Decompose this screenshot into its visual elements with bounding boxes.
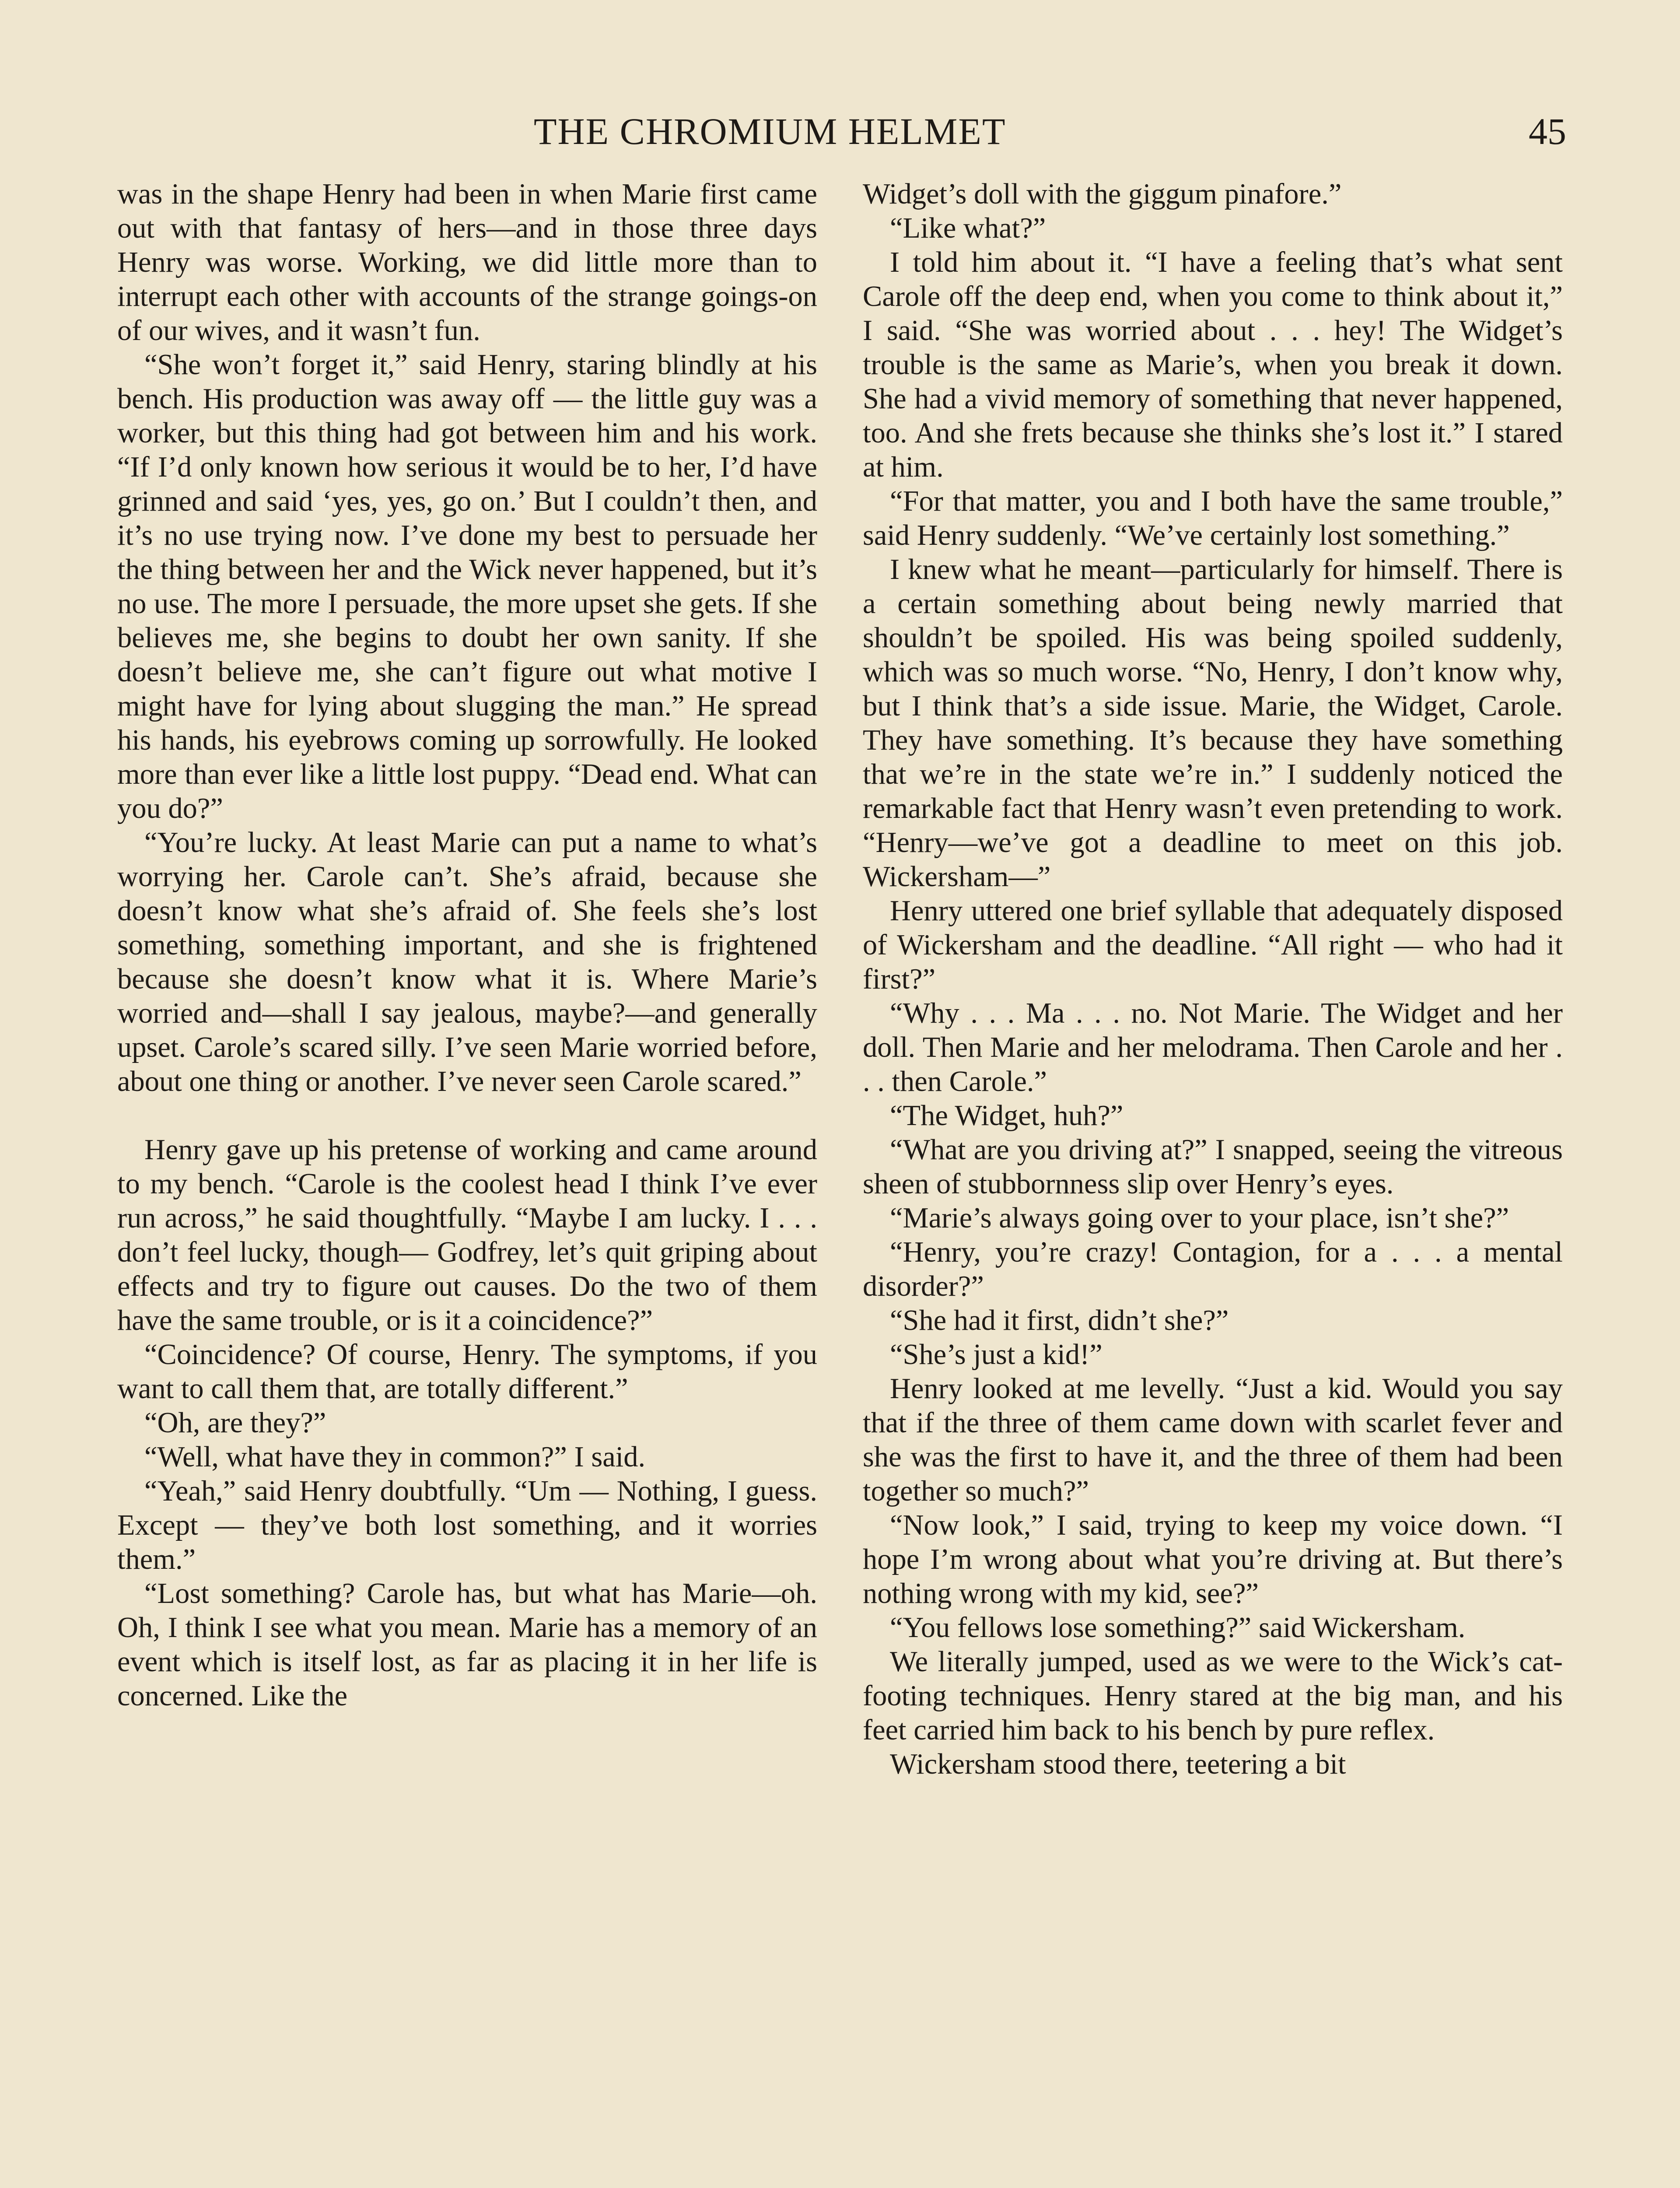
paragraph: “Lost something? Carole has, but what has Marie—oh. Oh, I think I see what you mean. Marie has a memory of an event which is itself lost, as far as placing it in her life is concerned. Like the [117, 1578, 817, 1712]
paragraph: “Oh, are they?” [144, 1407, 326, 1439]
section-break [117, 1099, 817, 1133]
paragraph: I told him about it. “I have a feeling that’s what sent Carole off the deep end, when you come to think about it,” I said. “She was worried about . . . hey! The Widget’s trouble is the same as Marie’s, when you break it down. She had a vivid memory of something that never happened, too. And she frets because she thinks she’s lost it.” I stared at him. [863, 246, 1563, 483]
paragraph: Henry gave up his pretense of working and came around to my bench. “Carole is the coolest head I think I’ve ever run across,” he said thoughtfully. “Maybe I am lucky. I . . . don’t feel lucky, though— Godfrey, let’s quit griping about effects and try to figure out causes. Do the two of them have the same trouble, or is it a coincidence?” [117, 1134, 817, 1336]
right-column [863, 177, 1563, 1781]
paragraph: “You fellows lose something?” said Wickersham. [890, 1612, 1466, 1644]
paragraph: “Coincidence? Of course, Henry. The symptoms, if you want to call them that, are totally different.” [117, 1339, 817, 1405]
page-number: 45 [1529, 110, 1566, 152]
paragraph: “What are you driving at?” I snapped, seeing the vitreous sheen of stubbornness slip over Henry’s eyes. [863, 1134, 1563, 1200]
paragraph: “She’s just a kid!” [890, 1339, 1102, 1371]
paragraph: I knew what he meant—particularly for himself. There is a certain something about being newly married that shouldn’t be spoiled. His was being spoiled suddenly, which was so much worse. “No, Henry, I don’t know why, but I think that’s a side issue. Marie, the Widget, Carole. They have something. It’s because they have something that we’re in the state we’re in.” I suddenly noticed the remarkable fact that Henry wasn’t even pretending to work. “Henry—we’ve got a deadline to meet on this job. Wickersham—” [863, 554, 1563, 893]
paragraph: was in the shape Henry had been in when Marie first came out with that fantasy of hers—and in those three days Henry was worse. Working, we did little more than to interrupt each other with accounts of the strange goings-on of our wives, and it wasn’t fun. [117, 178, 817, 347]
paragraph: “Now look,” I said, trying to keep my voice down. “I hope I’m wrong about what you’re driving at. But there’s nothing wrong with my kid, see?” [863, 1509, 1563, 1609]
paragraph: “You’re lucky. At least Marie can put a name to what’s worrying her. Carole can’t. She’s afraid, because she doesn’t know what she’s afraid of. She feels she’s lost something, something important, and she is frightened because she doesn’t know what it is. Where Marie’s worried and—shall I say jealous, maybe?—and generally upset. Carole’s scared silly. I’ve seen Marie worried before, about one thing or another. I’ve never seen Carole scared.” [117, 827, 817, 1098]
left-column [117, 177, 817, 1713]
paragraph: Wickersham stood there, teetering a bit [890, 1748, 1346, 1780]
running-title: THE CHROMIUM HELMET [534, 110, 1006, 152]
paragraph: Widget’s doll with the giggum pinafore.” [863, 178, 1342, 210]
paragraph: “Yeah,” said Henry doubtfully. “Um — Nothing, I guess. Except — they’ve both lost something, and it worries them.” [117, 1475, 817, 1575]
paragraph: “She had it first, didn’t she?” [890, 1304, 1229, 1336]
paragraph: Henry looked at me levelly. “Just a kid. Would you say that if the three of them came down with scarlet fever and she was the first to have it, and the three of them had been together so much?” [863, 1373, 1563, 1507]
paragraph: “The Widget, huh?” [890, 1100, 1124, 1132]
paragraph: Henry uttered one brief syllable that adequately disposed of Wickersham and the deadline. “All right — who had it first?” [863, 895, 1563, 995]
paragraph: “Well, what have they in common?” I said. [144, 1441, 646, 1473]
paragraph: “Marie’s always going over to your place, isn’t she?” [890, 1202, 1509, 1234]
paragraph: “Like what?” [890, 212, 1046, 244]
paragraph: We literally jumped, used as we were to the Wick’s cat-footing techniques. Henry stared at the big man, and his feet carried him back to his bench by pure reflex. [863, 1646, 1563, 1746]
paragraph: “Why . . . Ma . . . no. Not Marie. The Widget and her doll. Then Marie and her melodrama. Then Carole and her . . . then Carole.” [863, 997, 1563, 1098]
paragraph: “For that matter, you and I both have the same trouble,” said Henry suddenly. “We’ve certainly lost something.” [863, 485, 1563, 551]
page-header [534, 105, 1566, 162]
paragraph: “Henry, you’re crazy! Contagion, for a . . . a mental disorder?” [863, 1236, 1563, 1302]
paragraph: “She won’t forget it,” said Henry, staring blindly at his bench. His production was away off — the little guy was a worker, but this thing had got between him and his work. “If I’d only known how serious it would be to her, I’d have grinned and said ‘yes, yes, go on.’ But I couldn’t then, and it’s no use trying now. I’ve done my best to persuade her the thing between her and the Wick never happened, but it’s no use. The more I persuade, the more upset she gets. If she believes me, she begins to doubt her own sanity. If she doesn’t believe me, she can’t figure out what motive I might have for lying about slugging the man.” He spread his hands, his eyebrows coming up sorrowfully. He looked more than ever like a little lost puppy. “Dead end. What can you do?” [117, 349, 817, 824]
